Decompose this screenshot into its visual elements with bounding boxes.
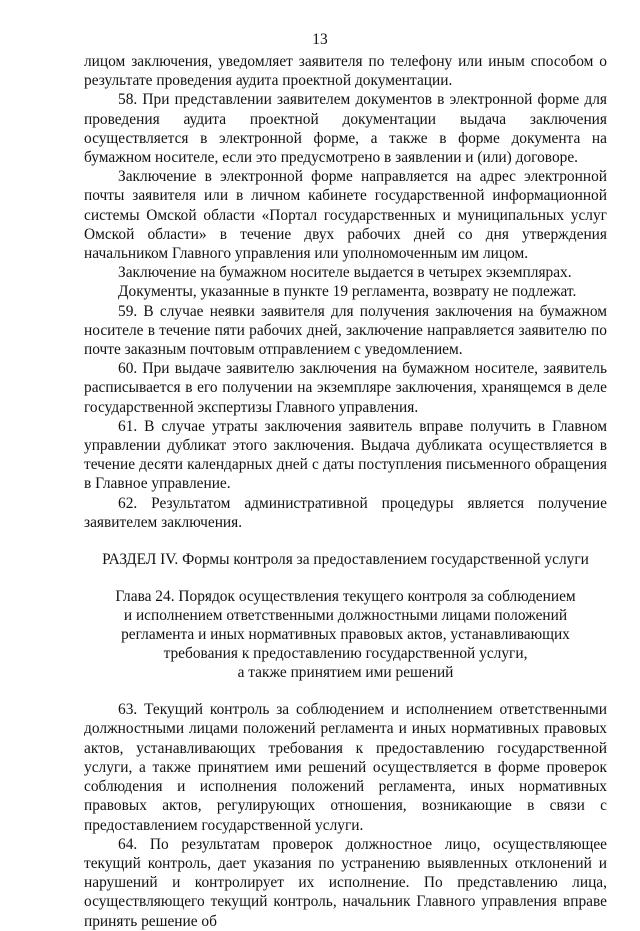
paragraph: 64. По результатам проверок должностное лицо, осуществляющее текущий контроль, дает указания по устранению выявленных отклонений и нарушений и контролирует их исполнение. По представлению лица, осуществляющего текущий контроль, начальник Главного управления вправе принять решение об xyxy=(84,835,607,930)
paragraph: 59. В случае неявки заявителя для получения заключения на бумажном носителе в течение пяти рабочих дней, заключение направляется заявителю по почте заказным почтовым отправлением с уведомлением. xyxy=(84,302,607,359)
paragraph: Документы, указанные в пункте 19 регламента, возврату не подлежат. xyxy=(118,283,577,301)
chapter-title-line: а также принятием ими решений xyxy=(237,664,454,682)
paragraph: 61. В случае утраты заключения заявитель вправе получить в Главном управлении дубликат этого заключения. Выдача дубликата осуществляется в течение десяти календарных дней с даты поступления письменного обращения в Главное управление. xyxy=(84,417,607,493)
chapter-title-line: Глава 24. Порядок осуществления текущего контроля за соблюдением xyxy=(115,588,576,606)
chapter-title-line: и исполнением ответственными должностными лицами положений xyxy=(123,607,568,625)
paragraph: 58. При представлении заявителем документов в электронной форме для проведения аудита проектной документации выдача заключения осуществляется в электронной форме, а также в форме документа на бумажном носителе, если это предусмотрено в заявлении и (или) договоре. xyxy=(84,91,607,167)
paragraphs-top xyxy=(84,52,607,532)
paragraph: 63. Текущий контроль за соблюдением и исполнением ответственными должностными лицами положений регламента и иных нормативных правовых актов, устанавливающих требования к предоставлению государственной услуги, а также принятием ими решений осуществляется в форме проверок соблюдения и исполнения положений регламента, иных нормативных правовых актов, регулирующих отношения, возникающие в связи с предоставлением государственной услуги. xyxy=(84,701,607,834)
page-number: 13 xyxy=(312,31,328,48)
section-title: РАЗДЕЛ IV. Формы контроля за предоставлением государственной услуги xyxy=(102,551,589,569)
chapter-title xyxy=(84,587,607,682)
chapter-title-line: регламента и иных нормативных правовых актов, устанавливающих xyxy=(121,626,570,644)
chapter-title-line: требования к предоставлению государственной услуги, xyxy=(163,645,528,663)
paragraph: 60. При выдаче заявителю заключения на бумажном носителе, заявитель расписывается в его получении на экземпляре заключения, хранящемся в деле государственной экспертизы Главного управления. xyxy=(84,360,607,416)
paragraph: 62. Результатом административной процедуры является получение заявителем заключения. xyxy=(84,494,607,531)
document-body xyxy=(84,52,607,931)
paragraph: лицом заключения, уведомляет заявителя по телефону или иным способом о результате проведения аудита проектной документации. xyxy=(84,53,607,90)
paragraph: Заключение в электронной форме направляется на адрес электронной почты заявителя или в личном кабинете государственной информационной системы Омской области «Портал государственных и муниципальных услуг Омской области» в течение двух рабочих дней со дня утверждения начальником Главного управления или уполномоченным им лицом. xyxy=(84,168,607,263)
paragraph: Заключение на бумажном носителе выдается в четырех экземплярах. xyxy=(118,264,572,282)
paragraphs-bottom xyxy=(84,700,607,930)
